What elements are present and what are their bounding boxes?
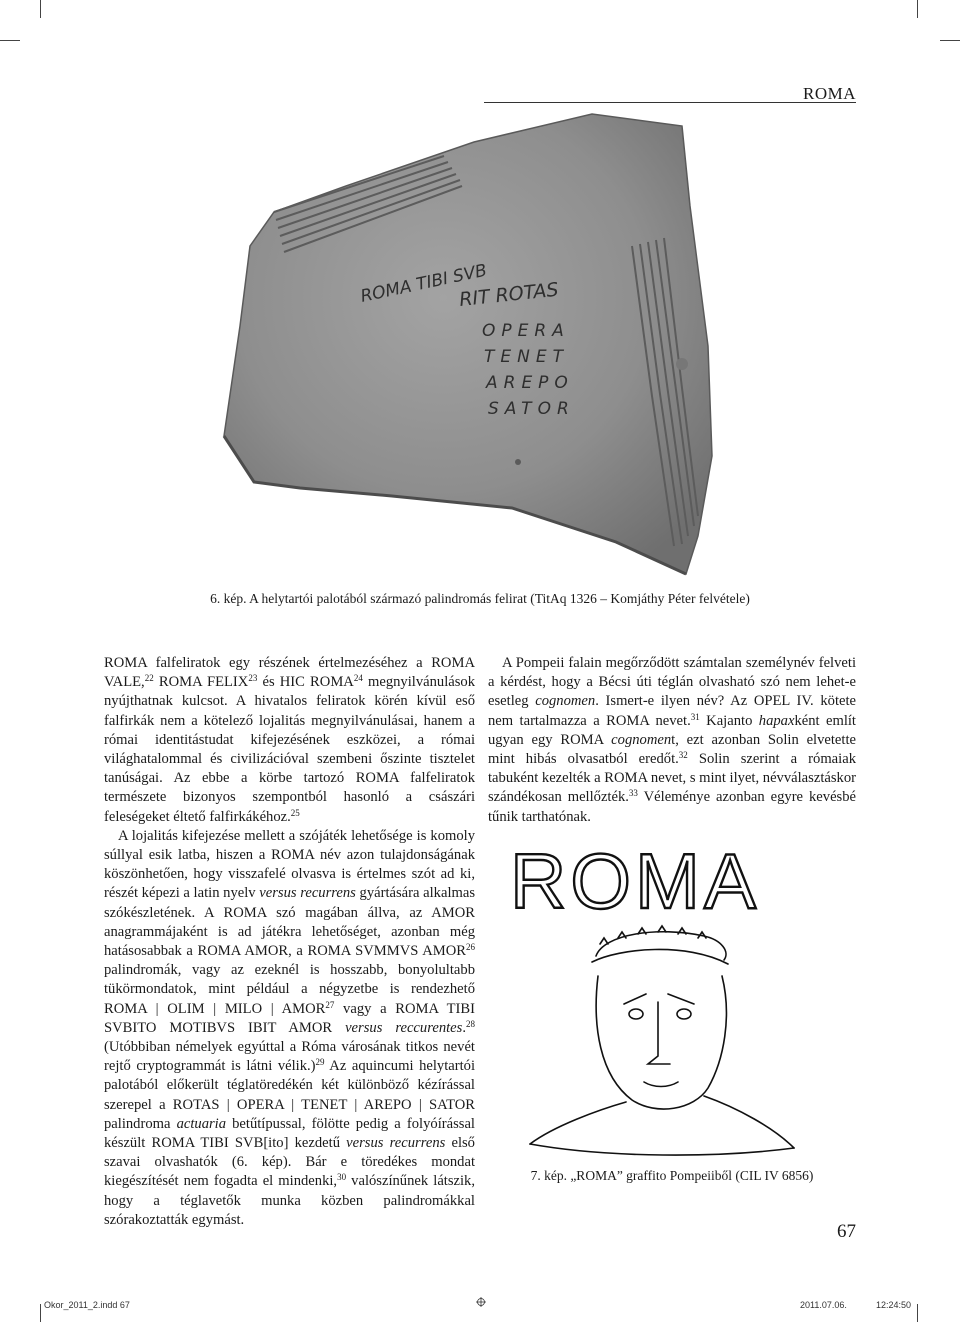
text-run: első szavai olvashatók (6. kép). Bár e töredékes mondat kiegészítését nem fogadta el mindenki, — [104, 1135, 475, 1190]
page-number: 67 — [837, 1221, 856, 1242]
figure-6-caption: 6. kép. A helytartói palotából származó palindromás felirat (TitAq 1326 – Komjáthy Péter felvétele) — [210, 591, 750, 606]
italic-term: cognomen — [611, 731, 672, 748]
footnote-ref: 23 — [248, 673, 258, 684]
text-run: gyártására alkalmas szókészletének. A ROMA szó magában állva, az AMOR anagrammájaként is ad játékra lehetőséget, azonban még hatásosabbak a ROMA AMOR, a ROMA SVMMVS AMOR — [104, 885, 476, 960]
paragraph — [104, 827, 475, 1230]
crop-mark — [0, 40, 20, 41]
italic-term: versus recurrens — [346, 1135, 446, 1152]
right-column — [488, 654, 856, 827]
crop-mark — [917, 1304, 918, 1322]
italic-term: versus recurrens — [259, 885, 356, 902]
text-run: . — [462, 1019, 466, 1036]
text-run: Az aquincumi helytartói palotából előkerült téglatöredékén két különböző kézírással szerepel a ROTAS | OPERA | TENET | AREPO | SATOR palindroma — [104, 1058, 475, 1132]
text-run: palindromák, vagy az ezeknél is hosszabb, bonyolultabb tükörmondatok, mint például a négyzetbe is rendezhető ROMA | OLIM | MILO | AMOR — [104, 962, 475, 1017]
inscription-line: ROMA TIBI SVB — [358, 260, 489, 307]
text-run: Véleménye azonban egyre kevésbé tűnik tarthatónak. — [488, 789, 857, 825]
footnote-ref: 26 — [466, 942, 475, 953]
left-column — [104, 654, 475, 1230]
italic-term: actuaria — [176, 1115, 227, 1132]
crop-mark — [940, 40, 960, 41]
text-run: ROMA FELIX — [153, 674, 249, 691]
slug-time: 12:24:50 — [876, 1300, 912, 1310]
footnote-ref: 31 — [690, 711, 700, 722]
text-run: vagy a ROMA TIBI SVBITO MOTIBVS IBIT AMOR — [104, 1000, 476, 1036]
text-run: ROMA falfeliratok egy részének értelmezéséhez a ROMA VALE, — [104, 655, 475, 691]
graffito-word: ROMA — [510, 837, 760, 925]
footnote-ref: 24 — [353, 673, 363, 684]
slug-filename: Okor_2011_2.indd 67 — [44, 1300, 130, 1310]
text-run: . Ismert-e ilyen név? Az OPEL IV. kötete nem tartalmazza a ROMA nevet. — [488, 693, 857, 729]
text-run: A lojalitás kifejezése mellett a szójáték lehetősége is komoly súllyal esik latba, hiszen a ROMA név azon tulajdonságának köszönhetően, hogy visszafelé olvasva is értelmes szót ad ki, részét képezi a latin nyelv — [104, 827, 475, 902]
inscription-line: AREPO — [486, 373, 574, 393]
crop-mark — [40, 1304, 41, 1322]
footnote-ref: 33 — [628, 788, 638, 799]
footnote-ref: 22 — [144, 673, 154, 684]
inscription-line: RIT ROTAS — [458, 278, 560, 311]
italic-term: versus reccurentes — [345, 1019, 463, 1036]
crop-mark — [40, 0, 41, 18]
text-run: Solin szerint a rómaiak tabuként kezelték a ROMA nevet, s mint ilyet, névválasztáskor szándékosan mellőzték. — [488, 751, 856, 806]
text-run: és HIC ROMA — [257, 674, 354, 691]
text-run: betűtípussal, fölötte pedig a folyóírással készült ROMA TIBI SVB[ito] kezdetű — [104, 1115, 475, 1152]
text-run: A Pompeii falain megőrződött számtalan személynév felveti a kérdést, hogy a Bécsi úti téglán olvasható szó nem lehet-e esetleg — [488, 655, 856, 710]
italic-term: cognomen — [535, 693, 596, 710]
text-run: Kajanto — [699, 712, 759, 729]
footnote-ref: 27 — [325, 999, 335, 1010]
text-run: valószínűnek látszik, hogy a téglavetők munka közben palindromákkal szórakoztatták egymást. — [104, 1173, 476, 1228]
roma-graffito-drawing — [508, 826, 808, 1156]
footnote-ref: 28 — [465, 1018, 475, 1029]
footnote-ref: 29 — [315, 1057, 325, 1068]
figure-7-caption: 7. kép. „ROMA” graffito Pompeiiből (CIL IV 6856) — [530, 1168, 814, 1183]
text-run: (Utóbbiban némelyek egyúttal a Róma városának titkos nevét rejtő cryptogrammát is látni vélik.) — [104, 1039, 475, 1075]
text-run: megnyilvánulások nyújthatnak kulcsot. A hivatalos feliratok körén kívül eső falfirkák nem a kötelező lojalitás megnyilvánulásai, hanem a római identitástudat kifejezésének eszközei, a római világhatalommal és civilizációval szembeni őszinte tisztelet tanúságai. Az ebbe a körbe tartozó ROMA falfeliratok természete bizonyos szempontból hasonló a császári feleségeket éltető falfirkákéhoz. — [104, 674, 475, 825]
crop-mark — [917, 0, 918, 18]
inscription-line: TENET — [484, 347, 569, 367]
inscription-line: SATOR — [488, 399, 575, 419]
footnote-ref: 30 — [337, 1172, 347, 1183]
paragraph — [104, 654, 475, 827]
paragraph — [488, 654, 856, 827]
text-run: t, ezt azonban Solin elvetette mint hibás olvasatból eredőt. — [488, 731, 856, 768]
portrait-head — [530, 926, 794, 1155]
running-head: ROMA — [802, 84, 856, 103]
registration-mark-icon — [476, 1297, 486, 1307]
footnote-ref: 32 — [678, 750, 688, 761]
inscription-line: OPERA — [482, 321, 570, 341]
brick-fragment-photo — [212, 96, 752, 586]
footnote-ref: 25 — [290, 807, 300, 818]
text-run: ként említ ugyan egy ROMA — [488, 712, 856, 748]
slug-date: 2011.07.06. — [800, 1300, 847, 1310]
italic-term: hapax — [758, 712, 795, 729]
